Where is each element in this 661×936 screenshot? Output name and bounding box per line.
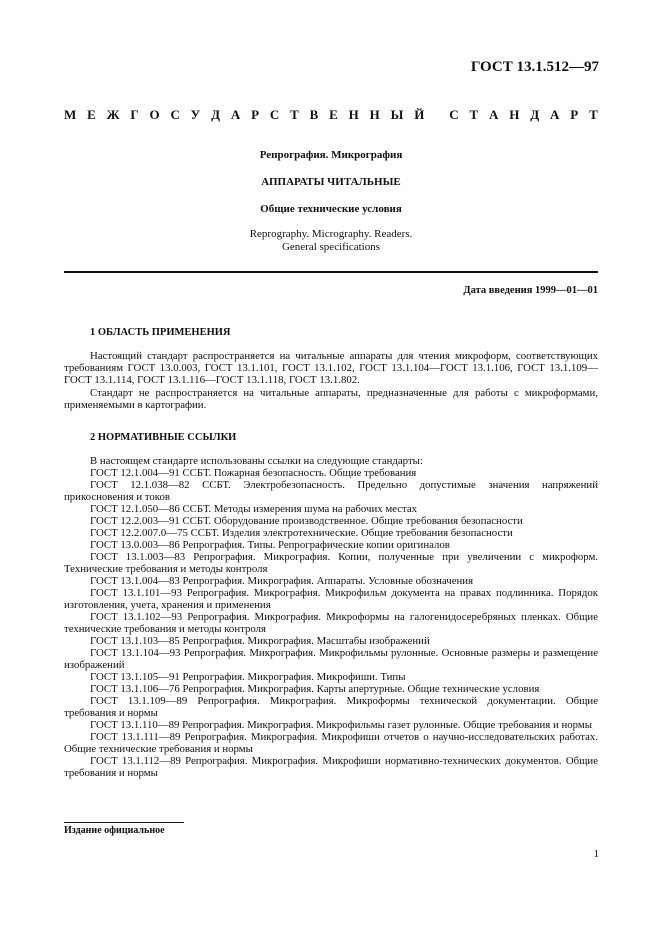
banner-letter: Т bbox=[290, 107, 299, 122]
title-main: АППАРАТЫ ЧИТАЛЬНЫЕ bbox=[261, 176, 401, 188]
reference-item: ГОСТ 13.1.101—93 Репрография. Микрография. Микрофильм документа на правах подлинника. Порядок изготовления, учета, хранения и применения bbox=[64, 587, 598, 611]
reference-item: ГОСТ 13.1.004—83 Репрография. Микрография. Аппараты. Условные обозначения bbox=[90, 575, 474, 587]
banner-letter: У bbox=[190, 107, 201, 122]
title-series: Репрография. Микрография bbox=[259, 149, 403, 161]
banner-letter: Р bbox=[570, 107, 579, 122]
banner-letter: Г bbox=[130, 107, 139, 122]
introduction-date: Дата введения 1999—01—01 bbox=[463, 285, 598, 296]
reference-item: ГОСТ 12.2.003—91 ССБТ. Оборудование производственное. Общие требования безопасности bbox=[90, 515, 523, 527]
interstate-standard-banner bbox=[64, 107, 598, 123]
banner-letter: Т bbox=[469, 107, 479, 122]
reference-item: ГОСТ 13.1.104—93 Репрография. Микрография. Микрофильмы рулонные. Основные размеры и размещение изображений bbox=[64, 647, 598, 671]
title-divider bbox=[64, 271, 598, 273]
banner-letter: Р bbox=[251, 107, 260, 122]
section-1-heading: 1 ОБЛАСТЬ ПРИМЕНЕНИЯ bbox=[90, 327, 231, 338]
normative-references bbox=[64, 455, 598, 779]
footer-divider bbox=[64, 822, 184, 823]
banner-letter: Н bbox=[369, 107, 380, 122]
banner-letter: Д bbox=[211, 107, 221, 122]
banner-letter: Е bbox=[329, 107, 338, 122]
reference-item: ГОСТ 13.1.003—83 Репрография. Микрография. Копии, полученные при увеличении с микроформ. Технические требования и методы контроля bbox=[64, 551, 598, 575]
section-2-heading: 2 НОРМАТИВНЫЕ ССЫЛКИ bbox=[90, 432, 237, 443]
title-english bbox=[64, 228, 598, 254]
banner-letter: С bbox=[170, 107, 180, 122]
banner-letter: А bbox=[489, 107, 499, 122]
banner-letter: С bbox=[269, 107, 280, 122]
title-subtitle: Общие технические условия bbox=[260, 203, 402, 215]
banner-letter: Ы bbox=[390, 107, 404, 122]
title-english-line1: Reprography. Micrography. Readers. bbox=[249, 228, 413, 240]
reference-item: ГОСТ 13.1.102—93 Репрография. Микрография. Микроформы на галогенидосеребряных пленках. Общие технические требования и методы контроля bbox=[64, 611, 598, 635]
banner-letter: Т bbox=[589, 107, 598, 122]
banner-letter: М bbox=[64, 107, 77, 122]
paragraph-text: Стандарт не распространяется на читальные аппараты, предназначенные для работы с микроформами, применяемыми в картографии. bbox=[64, 387, 598, 411]
reference-item: ГОСТ 13.1.109—89 Репрография. Микрография. Микроформы технической документации. Общие требования и нормы bbox=[64, 695, 598, 719]
reference-item: ГОСТ 12.1.050—86 ССБТ. Методы измерения шума на рабочих местах bbox=[90, 503, 418, 515]
references-intro: В настоящем стандарте использованы ссылки на следующие стандарты: bbox=[90, 455, 423, 467]
banner-letter: О bbox=[149, 107, 160, 122]
banner-letter: Й bbox=[414, 107, 425, 122]
banner-letter: Д bbox=[530, 107, 540, 122]
document-number: ГОСТ 13.1.512—97 bbox=[470, 59, 599, 75]
reference-item: ГОСТ 13.1.106—76 Репрография. Микрография. Карты апертурные. Общие технические условия bbox=[90, 683, 540, 695]
banner-letter bbox=[435, 107, 438, 123]
paragraph-text: Настоящий стандарт распространяется на читальные аппараты для чтения микроформ, соответствующих требованиям ГОСТ 13.0.003, ГОСТ 13.1.101, ГОСТ 13.1.102, ГОСТ 13.1.104—ГОСТ 13.1.106, ГОСТ 13.1.109—ГОСТ 13.1.114, ГОСТ 13.1.116—ГОСТ 13.1.118, ГОСТ 13.1.802. bbox=[64, 350, 598, 386]
section-1-paragraph-1 bbox=[64, 350, 598, 386]
reference-item: ГОСТ 12.1.004—91 ССБТ. Пожарная безопасность. Общие требования bbox=[90, 467, 417, 479]
reference-item: ГОСТ 13.1.112—89 Репрография. Микрография. Микрофиши нормативно-технических документов. Общие требования и нормы bbox=[64, 755, 598, 779]
banner-letter: А bbox=[550, 107, 560, 122]
reference-item: ГОСТ 12.1.038—82 ССБТ. Электробезопасность. Предельно допустимые значения напряжений прикосновения и токов bbox=[64, 479, 598, 503]
reference-item: ГОСТ 13.1.103—85 Репрография. Микрография. Масштабы изображений bbox=[90, 635, 430, 647]
banner-letter: Н bbox=[509, 107, 520, 122]
reference-item: ГОСТ 13.1.105—91 Репрография. Микрография. Микрофиши. Типы bbox=[90, 671, 406, 683]
reference-item: ГОСТ 13.1.111—89 Репрография. Микрография. Микрофиши отчетов о научно-исследовательских работах. Общие технические требования и нормы bbox=[64, 731, 598, 755]
reference-item: ГОСТ 13.0.003—86 Репрография. Типы. Репрографические копии оригиналов bbox=[90, 539, 450, 551]
banner-letter: А bbox=[230, 107, 241, 122]
banner-letter: Ж bbox=[106, 107, 120, 122]
banner-letter: Е bbox=[87, 107, 96, 122]
edition-label: Издание официальное bbox=[64, 825, 165, 836]
title-english-line2: General specifications bbox=[281, 241, 381, 253]
reference-item: ГОСТ 13.1.110—89 Репрография. Микрография. Микрофильмы газет рулонные. Общие требования и нормы bbox=[90, 719, 592, 731]
banner-letter: С bbox=[449, 107, 459, 122]
section-1-paragraph-2 bbox=[64, 387, 598, 411]
banner-letter: Н bbox=[348, 107, 359, 122]
reference-item: ГОСТ 12.2.007.0—75 ССБТ. Изделия электротехнические. Общие требования безопасности bbox=[90, 527, 513, 539]
banner-letter: В bbox=[309, 107, 319, 122]
page-number: 1 bbox=[593, 848, 599, 860]
